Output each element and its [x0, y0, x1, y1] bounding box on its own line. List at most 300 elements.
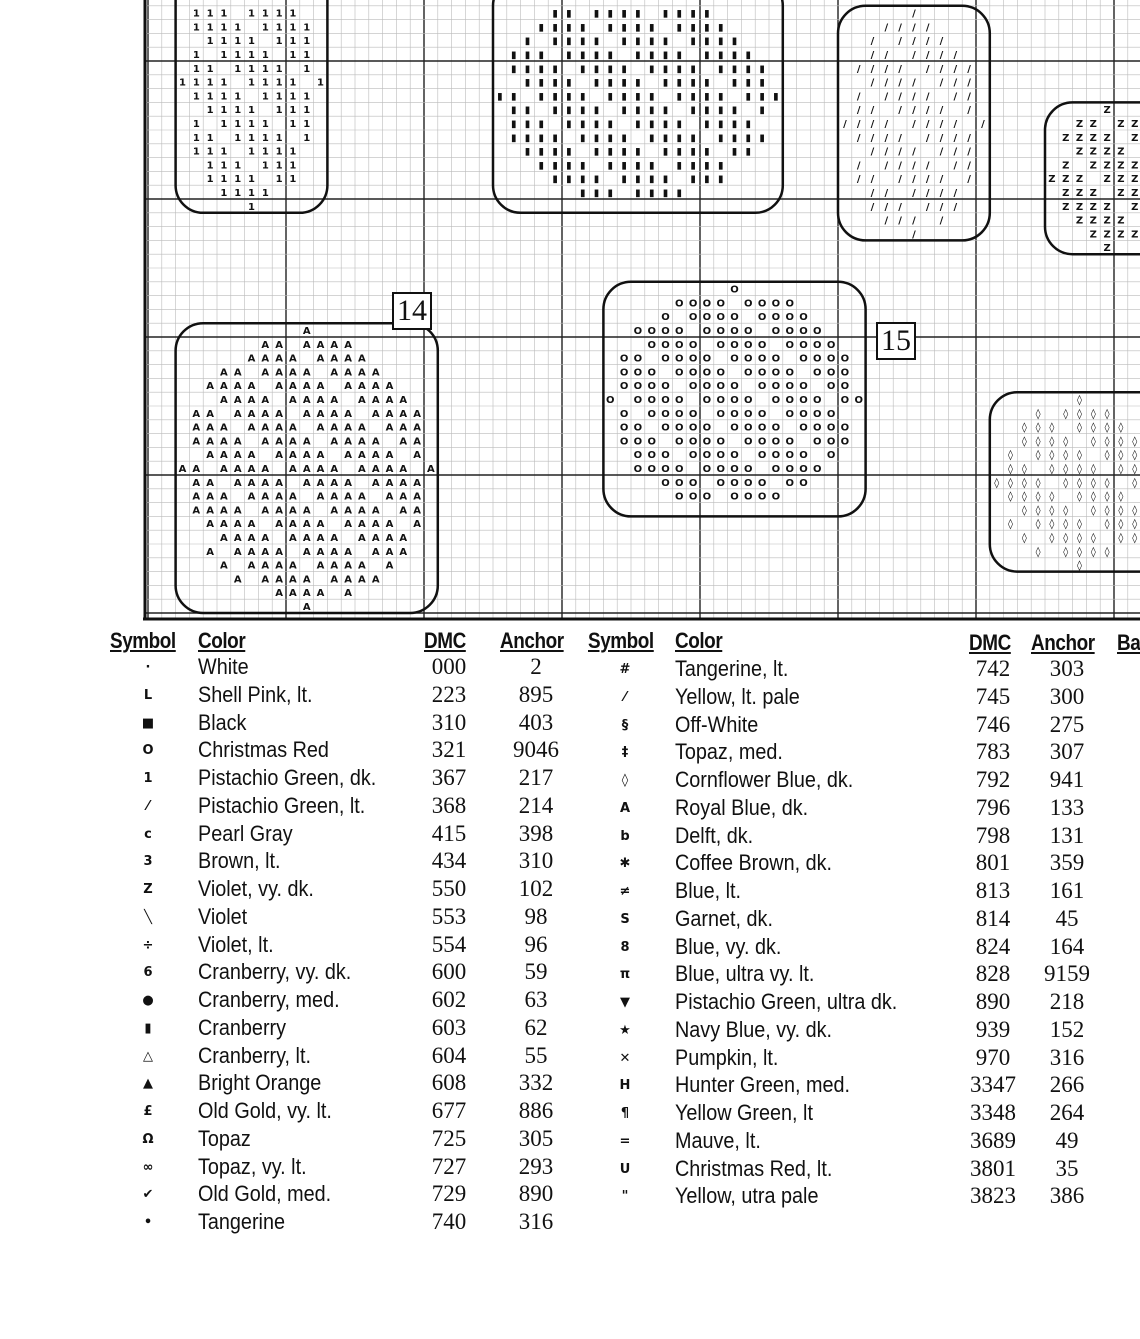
svg-text:/: /	[953, 91, 958, 103]
svg-text:▮: ▮	[524, 50, 531, 61]
svg-text:/: /	[953, 50, 958, 61]
anchor-number: 886	[518, 1098, 554, 1123]
svg-text:O: O	[771, 450, 781, 462]
stitch-symbol: ✔	[142, 1187, 154, 1203]
svg-text:Z: Z	[1103, 132, 1111, 144]
svg-text:◊: ◊	[1063, 533, 1069, 544]
svg-text:▮: ▮	[635, 119, 641, 130]
svg-text:1: 1	[206, 174, 214, 186]
anchor-number: 316	[518, 1209, 554, 1234]
svg-text:A: A	[385, 408, 394, 420]
svg-text:/: /	[939, 188, 944, 199]
svg-text:O: O	[813, 353, 822, 365]
anchor-number: 264	[1049, 1100, 1085, 1125]
svg-text:O: O	[757, 450, 767, 462]
svg-text:O: O	[813, 464, 822, 475]
svg-text:O: O	[730, 450, 739, 462]
svg-text:▮: ▮	[690, 160, 696, 172]
svg-text:1: 1	[303, 105, 311, 117]
svg-text:A: A	[330, 560, 339, 572]
svg-text:◊: ◊	[1118, 422, 1124, 434]
svg-text:A: A	[289, 533, 297, 544]
svg-text:A: A	[289, 560, 297, 572]
svg-text:A: A	[220, 436, 228, 448]
svg-text:/: /	[870, 174, 875, 186]
dmc-number: 970	[975, 1044, 1011, 1070]
svg-text:/: /	[856, 119, 861, 130]
svg-text:▮: ▮	[704, 105, 710, 117]
svg-text:A: A	[385, 560, 394, 572]
svg-text:O: O	[661, 339, 670, 351]
svg-text:O: O	[744, 367, 753, 379]
svg-text:◊: ◊	[1077, 491, 1082, 503]
svg-text:A: A	[330, 367, 339, 379]
svg-text:◊: ◊	[1104, 422, 1110, 434]
svg-text:/: /	[912, 36, 916, 48]
legend-row	[0, 878, 1140, 905]
svg-text:A: A	[344, 491, 352, 503]
svg-text:/: /	[925, 119, 930, 130]
svg-text:A: A	[330, 491, 339, 503]
svg-text:◊: ◊	[1090, 491, 1096, 503]
svg-text:Z: Z	[1117, 174, 1125, 186]
svg-text:Z: Z	[1131, 188, 1139, 199]
svg-text:A: A	[233, 533, 242, 544]
svg-text:/: /	[939, 50, 944, 61]
color-name: Hunter Green, med.	[675, 1072, 850, 1098]
svg-text:A: A	[206, 505, 214, 517]
svg-text:1: 1	[248, 63, 255, 75]
svg-text:A: A	[233, 408, 242, 420]
svg-text:A: A	[344, 588, 352, 600]
svg-text:O: O	[661, 312, 670, 324]
anchor-number: 9046	[513, 737, 559, 763]
svg-text:1: 1	[261, 91, 269, 103]
svg-text:▮: ▮	[717, 36, 724, 48]
svg-text:A: A	[261, 477, 270, 489]
svg-text:1: 1	[289, 105, 297, 117]
anchor-number: 359	[1049, 850, 1085, 876]
dmc-number: 729	[431, 1181, 467, 1207]
svg-text:▮: ▮	[538, 63, 545, 75]
svg-text:O: O	[771, 491, 781, 503]
svg-text:A: A	[275, 588, 283, 600]
svg-text:A: A	[316, 533, 325, 544]
svg-text:Z: Z	[1103, 215, 1111, 227]
svg-text:O: O	[661, 450, 670, 462]
svg-text:A: A	[371, 464, 380, 475]
svg-text:/: /	[884, 77, 889, 89]
svg-text:O: O	[688, 491, 698, 503]
svg-text:O: O	[799, 477, 808, 489]
svg-text:O: O	[633, 353, 643, 365]
svg-text:▮: ▮	[731, 146, 738, 158]
svg-text:/: /	[925, 63, 930, 75]
legend-row	[0, 681, 1140, 711]
svg-text:A: A	[316, 560, 325, 572]
svg-text:A: A	[330, 464, 339, 475]
svg-text:/: /	[953, 201, 958, 213]
svg-text:▮: ▮	[552, 132, 558, 144]
svg-text:O: O	[647, 408, 656, 420]
svg-text:▮: ▮	[745, 132, 752, 144]
svg-text:▮: ▮	[538, 22, 545, 34]
svg-text:A: A	[358, 519, 366, 531]
svg-text:Z: Z	[1131, 229, 1139, 241]
svg-text:▮: ▮	[662, 119, 669, 130]
svg-text:▮: ▮	[538, 119, 545, 130]
svg-text:▮: ▮	[635, 36, 641, 48]
svg-text:A: A	[358, 533, 366, 544]
svg-text:◊: ◊	[1077, 533, 1082, 544]
svg-text:O: O	[840, 395, 850, 406]
color-name: Shell Pink, lt.	[198, 681, 313, 707]
svg-text:O: O	[702, 312, 712, 324]
svg-text:▮: ▮	[704, 119, 710, 130]
svg-text:O: O	[840, 353, 850, 365]
svg-text:◊: ◊	[1104, 519, 1110, 531]
legend-row	[0, 850, 1140, 877]
svg-text:A: A	[289, 574, 297, 586]
svg-text:Z: Z	[1089, 215, 1097, 227]
svg-text:O: O	[757, 408, 767, 420]
svg-text:◊: ◊	[1063, 519, 1069, 531]
svg-text:A: A	[399, 422, 408, 434]
svg-text:A: A	[330, 408, 339, 420]
svg-text:/: /	[939, 146, 944, 158]
svg-text:A: A	[233, 381, 242, 393]
svg-text:A: A	[247, 381, 256, 393]
anchor-number: 941	[1049, 767, 1085, 792]
svg-text:◊: ◊	[1118, 519, 1124, 531]
svg-text:▮: ▮	[566, 22, 572, 34]
svg-text:/: /	[925, 160, 930, 172]
svg-text:▮: ▮	[690, 36, 696, 48]
svg-text:1: 1	[192, 8, 200, 20]
color-name: Yellow Green, lt	[675, 1100, 813, 1125]
svg-text:A: A	[302, 505, 311, 517]
svg-text:▮: ▮	[552, 146, 558, 158]
svg-text:/: /	[912, 105, 916, 117]
svg-text:A: A	[316, 395, 325, 406]
svg-text:A: A	[316, 450, 325, 462]
anchor-number: 45	[1055, 905, 1079, 931]
svg-text:A: A	[233, 519, 242, 531]
color-name: Violet	[198, 903, 248, 929]
svg-text:A: A	[330, 395, 339, 406]
svg-text:▮: ▮	[635, 8, 641, 20]
svg-text:O: O	[854, 395, 863, 406]
svg-text:A: A	[413, 505, 421, 517]
svg-text:1: 1	[206, 146, 214, 158]
svg-text:◊: ◊	[1008, 450, 1013, 462]
svg-text:A: A	[371, 574, 380, 586]
stitch-symbol: A	[619, 800, 631, 816]
svg-text:▮: ▮	[662, 8, 669, 20]
color-name: Cranberry, lt.	[198, 1042, 311, 1068]
anchor-number: 332	[518, 1070, 554, 1096]
svg-text:◊: ◊	[1021, 477, 1027, 489]
anchor-number: 305	[518, 1125, 554, 1151]
svg-text:A: A	[399, 464, 408, 475]
legend-row	[0, 1125, 1140, 1155]
header-dmc-right: DMC	[969, 630, 1011, 655]
svg-text:1: 1	[220, 119, 228, 130]
svg-text:O: O	[826, 367, 836, 379]
svg-text:/: /	[925, 36, 930, 48]
svg-text:A: A	[289, 519, 297, 531]
svg-text:A: A	[358, 353, 366, 365]
svg-text:Z: Z	[1103, 105, 1111, 117]
svg-text:/: /	[870, 201, 875, 213]
svg-text:A: A	[399, 533, 408, 544]
svg-text:▮: ▮	[759, 132, 765, 144]
svg-text:A: A	[275, 519, 283, 531]
svg-text:1: 1	[192, 77, 200, 89]
svg-text:A: A	[220, 491, 228, 503]
svg-text:O: O	[799, 408, 808, 420]
svg-text:O: O	[647, 464, 656, 475]
svg-text:A: A	[385, 381, 394, 393]
svg-text:/: /	[884, 146, 889, 158]
color-name: Navy Blue, vy. dk.	[675, 1016, 832, 1042]
svg-text:▮: ▮	[524, 63, 531, 75]
svg-text:O: O	[771, 464, 781, 475]
svg-text:O: O	[799, 422, 808, 434]
svg-text:▮: ▮	[648, 63, 655, 75]
header-cutoff: Ba	[1117, 630, 1140, 655]
svg-text:▮: ▮	[552, 8, 558, 20]
svg-text:O: O	[619, 353, 629, 365]
legend-row	[0, 767, 1140, 794]
svg-text:◊: ◊	[1104, 450, 1110, 462]
svg-text:/: /	[939, 77, 944, 89]
svg-text:/: /	[898, 174, 902, 186]
svg-text:1: 1	[261, 132, 269, 144]
svg-text:O: O	[633, 436, 643, 448]
svg-text:A: A	[275, 491, 283, 503]
svg-text:◊: ◊	[1008, 519, 1013, 531]
svg-text:A: A	[206, 519, 214, 531]
svg-text:▮: ▮	[717, 63, 724, 75]
svg-text:O: O	[647, 381, 656, 393]
svg-text:▮: ▮	[690, 8, 696, 20]
svg-text:A: A	[261, 367, 270, 379]
svg-text:A: A	[371, 505, 380, 517]
svg-text:/: /	[898, 63, 902, 75]
dmc-number: 813	[975, 878, 1011, 903]
svg-text:/: /	[898, 160, 902, 172]
svg-text:◊: ◊	[1104, 505, 1110, 517]
dmc-number: 677	[431, 1098, 467, 1123]
svg-text:▮: ▮	[593, 8, 600, 20]
dmc-number: 824	[975, 933, 1011, 959]
color-name: Violet, lt.	[198, 931, 274, 957]
svg-text:A: A	[233, 574, 242, 586]
svg-text:O: O	[730, 339, 739, 351]
svg-text:▮: ▮	[648, 132, 655, 144]
svg-text:▮: ▮	[676, 8, 683, 20]
svg-text:O: O	[619, 367, 629, 379]
svg-text:O: O	[771, 353, 781, 365]
svg-text:◊: ◊	[1132, 519, 1138, 531]
svg-text:▮: ▮	[621, 36, 627, 48]
svg-text:▮: ▮	[538, 50, 545, 61]
svg-text:/: /	[912, 160, 916, 172]
dmc-number: 603	[431, 1014, 467, 1040]
svg-text:O: O	[799, 339, 808, 351]
svg-text:1: 1	[303, 132, 311, 144]
svg-text:▮: ▮	[593, 105, 600, 117]
svg-text:/: /	[939, 132, 944, 144]
svg-text:1: 1	[275, 63, 283, 75]
legend-row	[0, 792, 1140, 822]
svg-text:▮: ▮	[579, 160, 586, 172]
svg-text:1: 1	[289, 160, 297, 172]
svg-text:A: A	[206, 408, 214, 420]
svg-text:▮: ▮	[648, 105, 655, 117]
svg-text:O: O	[813, 326, 822, 337]
svg-text:O: O	[757, 491, 767, 503]
svg-text:A: A	[247, 491, 256, 503]
svg-text:O: O	[675, 326, 684, 337]
dmc-number: 321	[431, 737, 467, 763]
svg-text:1: 1	[220, 8, 228, 20]
svg-text:/: /	[953, 146, 958, 158]
svg-text:A: A	[289, 491, 297, 503]
svg-text:▮: ▮	[621, 146, 627, 158]
svg-text:A: A	[330, 422, 339, 434]
svg-text:1: 1	[206, 63, 214, 75]
svg-text:O: O	[757, 339, 767, 351]
svg-text:O: O	[771, 298, 781, 310]
svg-text:O: O	[730, 422, 739, 434]
svg-text:O: O	[647, 436, 656, 448]
svg-text:◊: ◊	[1118, 450, 1124, 462]
svg-text:◊: ◊	[1118, 533, 1124, 544]
svg-text:Z: Z	[1117, 188, 1125, 199]
color-name: Pistachio Green, ultra dk.	[675, 989, 898, 1014]
stitch-symbol: S	[620, 911, 630, 927]
svg-text:O: O	[619, 436, 629, 448]
svg-text:▮: ▮	[510, 50, 517, 61]
svg-text:▮: ▮	[621, 132, 627, 144]
svg-text:▮: ▮	[731, 63, 738, 75]
svg-text:/: /	[953, 77, 958, 89]
svg-text:Z: Z	[1075, 188, 1084, 199]
svg-text:▮: ▮	[566, 91, 572, 103]
svg-text:O: O	[688, 339, 698, 351]
svg-text:A: A	[344, 381, 352, 393]
anchor-number: 62	[524, 1014, 548, 1040]
svg-text:O: O	[771, 367, 781, 379]
svg-text:A: A	[302, 339, 311, 351]
svg-text:A: A	[330, 533, 339, 544]
svg-text:▮: ▮	[538, 91, 545, 103]
svg-text:O: O	[675, 298, 684, 310]
svg-text:A: A	[220, 464, 228, 475]
svg-text:A: A	[275, 367, 283, 379]
dmc-number: 939	[975, 1016, 1011, 1042]
svg-text:/: /	[870, 36, 875, 48]
svg-text:▮: ▮	[773, 91, 779, 103]
svg-text:▮: ▮	[621, 160, 627, 172]
svg-text:1: 1	[234, 188, 242, 199]
svg-text:O: O	[757, 436, 767, 448]
stitch-symbol: ⁄	[623, 689, 627, 705]
svg-text:▮: ▮	[717, 132, 724, 144]
svg-text:A: A	[330, 436, 339, 448]
svg-text:A: A	[385, 546, 394, 558]
svg-text:▮: ▮	[593, 146, 600, 158]
svg-text:1: 1	[261, 77, 269, 89]
svg-text:O: O	[785, 464, 794, 475]
svg-text:▮: ▮	[704, 77, 710, 89]
svg-text:A: A	[220, 519, 228, 531]
stitch-symbol: £	[143, 1104, 153, 1119]
svg-text:A: A	[275, 408, 283, 420]
svg-text:A: A	[261, 505, 270, 517]
color-name: Garnet, dk.	[675, 905, 773, 931]
svg-text:▮: ▮	[510, 105, 517, 117]
svg-text:1: 1	[248, 174, 255, 186]
svg-text:▮: ▮	[566, 105, 572, 117]
svg-text:O: O	[730, 464, 739, 475]
svg-text:◊: ◊	[1049, 450, 1055, 462]
svg-text:▮: ▮	[676, 188, 683, 199]
anchor-number: 303	[1049, 656, 1085, 681]
svg-text:O: O	[688, 367, 698, 379]
svg-text:O: O	[826, 381, 836, 393]
anchor-number: 96	[524, 931, 548, 957]
svg-text:▮: ▮	[621, 91, 627, 103]
svg-text:/: /	[967, 91, 971, 103]
svg-text:A: A	[261, 436, 270, 448]
svg-text:/: /	[967, 132, 971, 144]
svg-text:Z: Z	[1117, 215, 1125, 227]
stitch-symbol: •	[143, 1215, 153, 1230]
svg-text:▮: ▮	[635, 91, 641, 103]
svg-text:/: /	[925, 50, 930, 61]
svg-text:1: 1	[261, 8, 269, 20]
anchor-number: 133	[1049, 794, 1085, 820]
svg-text:A: A	[220, 505, 228, 517]
svg-text:A: A	[206, 422, 214, 434]
dmc-number: 814	[975, 905, 1011, 931]
svg-text:O: O	[826, 353, 836, 365]
svg-text:O: O	[785, 339, 794, 351]
svg-text:1: 1	[192, 132, 200, 144]
svg-text:▮: ▮	[510, 132, 517, 144]
svg-text:◊: ◊	[1090, 422, 1096, 434]
svg-text:▮: ▮	[635, 174, 641, 186]
svg-text:/: /	[925, 22, 930, 34]
svg-text:A: A	[385, 422, 394, 434]
svg-text:/: /	[967, 63, 971, 75]
svg-text:▮: ▮	[635, 105, 641, 117]
svg-text:▮: ▮	[676, 50, 683, 61]
svg-text:/: /	[939, 215, 944, 227]
svg-text:/: /	[870, 105, 875, 117]
svg-text:Z: Z	[1075, 215, 1084, 227]
motif-number-15: 15	[876, 322, 916, 360]
svg-text:▮: ▮	[579, 36, 586, 48]
svg-text:1: 1	[206, 132, 214, 144]
svg-text:◊: ◊	[1077, 395, 1082, 406]
svg-text:O: O	[675, 464, 684, 475]
svg-text:▮: ▮	[579, 188, 586, 199]
dmc-number: 000	[431, 654, 467, 679]
